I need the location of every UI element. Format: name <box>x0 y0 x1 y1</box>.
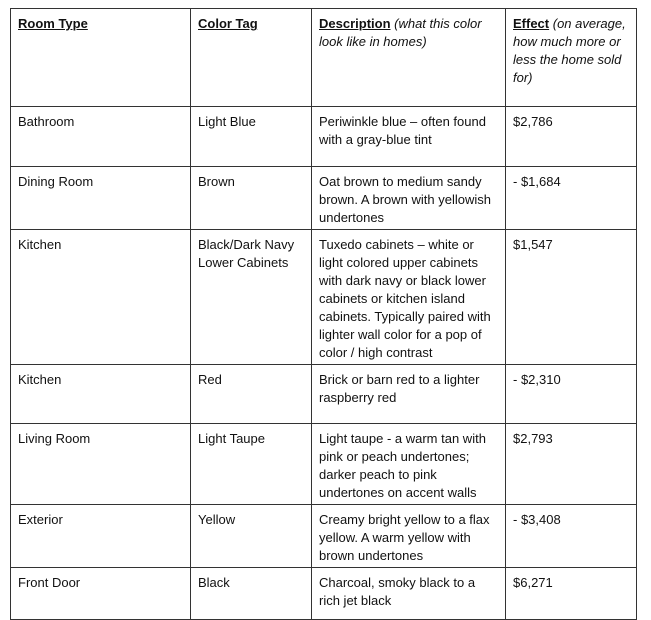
table-row <box>11 107 637 167</box>
effect-cell: - $2,310 <box>506 365 637 424</box>
description-cell: Tuxedo cabinets – white or light colored upper cabinets with dark navy or black lower cabinets or kitchen island cabinets. Typically paired with lighter wall color for a pop of color / high contrast <box>312 230 506 365</box>
header-color-tag: Color Tag <box>191 9 312 107</box>
color-tag-cell: Light Taupe <box>191 424 312 505</box>
room-type-cell: Front Door <box>11 568 191 620</box>
table-row <box>11 505 637 568</box>
room-type-cell: Exterior <box>11 505 191 568</box>
header-room-type: Room Type <box>11 9 191 107</box>
description-cell: Oat brown to medium sandy brown. A brown with yellowish undertones <box>312 167 506 230</box>
room-type-cell: Living Room <box>11 424 191 505</box>
table-row <box>11 568 637 620</box>
effect-cell: - $1,684 <box>506 167 637 230</box>
description-cell: Brick or barn red to a lighter raspberry red <box>312 365 506 424</box>
header-row <box>11 9 637 107</box>
table-row <box>11 167 637 230</box>
color-tag-cell: Black <box>191 568 312 620</box>
paint-color-table <box>10 8 637 620</box>
color-tag-cell: Brown <box>191 167 312 230</box>
effect-cell: - $3,408 <box>506 505 637 568</box>
room-type-cell: Bathroom <box>11 107 191 167</box>
header-description: Description (what this color look like in homes) <box>312 9 506 107</box>
description-cell: Light taupe - a warm tan with pink or peach undertones; darker peach to pink undertones on accent walls <box>312 424 506 505</box>
table-row <box>11 230 637 365</box>
room-type-cell: Kitchen <box>11 365 191 424</box>
room-type-cell: Dining Room <box>11 167 191 230</box>
effect-cell: $1,547 <box>506 230 637 365</box>
description-cell: Periwinkle blue – often found with a gray-blue tint <box>312 107 506 167</box>
table-row <box>11 365 637 424</box>
effect-cell: $6,271 <box>506 568 637 620</box>
color-tag-cell: Red <box>191 365 312 424</box>
color-tag-cell: Light Blue <box>191 107 312 167</box>
effect-cell: $2,786 <box>506 107 637 167</box>
room-type-cell: Kitchen <box>11 230 191 365</box>
effect-cell: $2,793 <box>506 424 637 505</box>
color-tag-cell: Yellow <box>191 505 312 568</box>
table-row <box>11 424 637 505</box>
color-tag-cell: Black/Dark Navy Lower Cabinets <box>191 230 312 365</box>
header-effect: Effect (on average, how much more or less the home sold for) <box>506 9 637 107</box>
description-cell: Creamy bright yellow to a flax yellow. A warm yellow with brown undertones <box>312 505 506 568</box>
description-cell: Charcoal, smoky black to a rich jet black <box>312 568 506 620</box>
